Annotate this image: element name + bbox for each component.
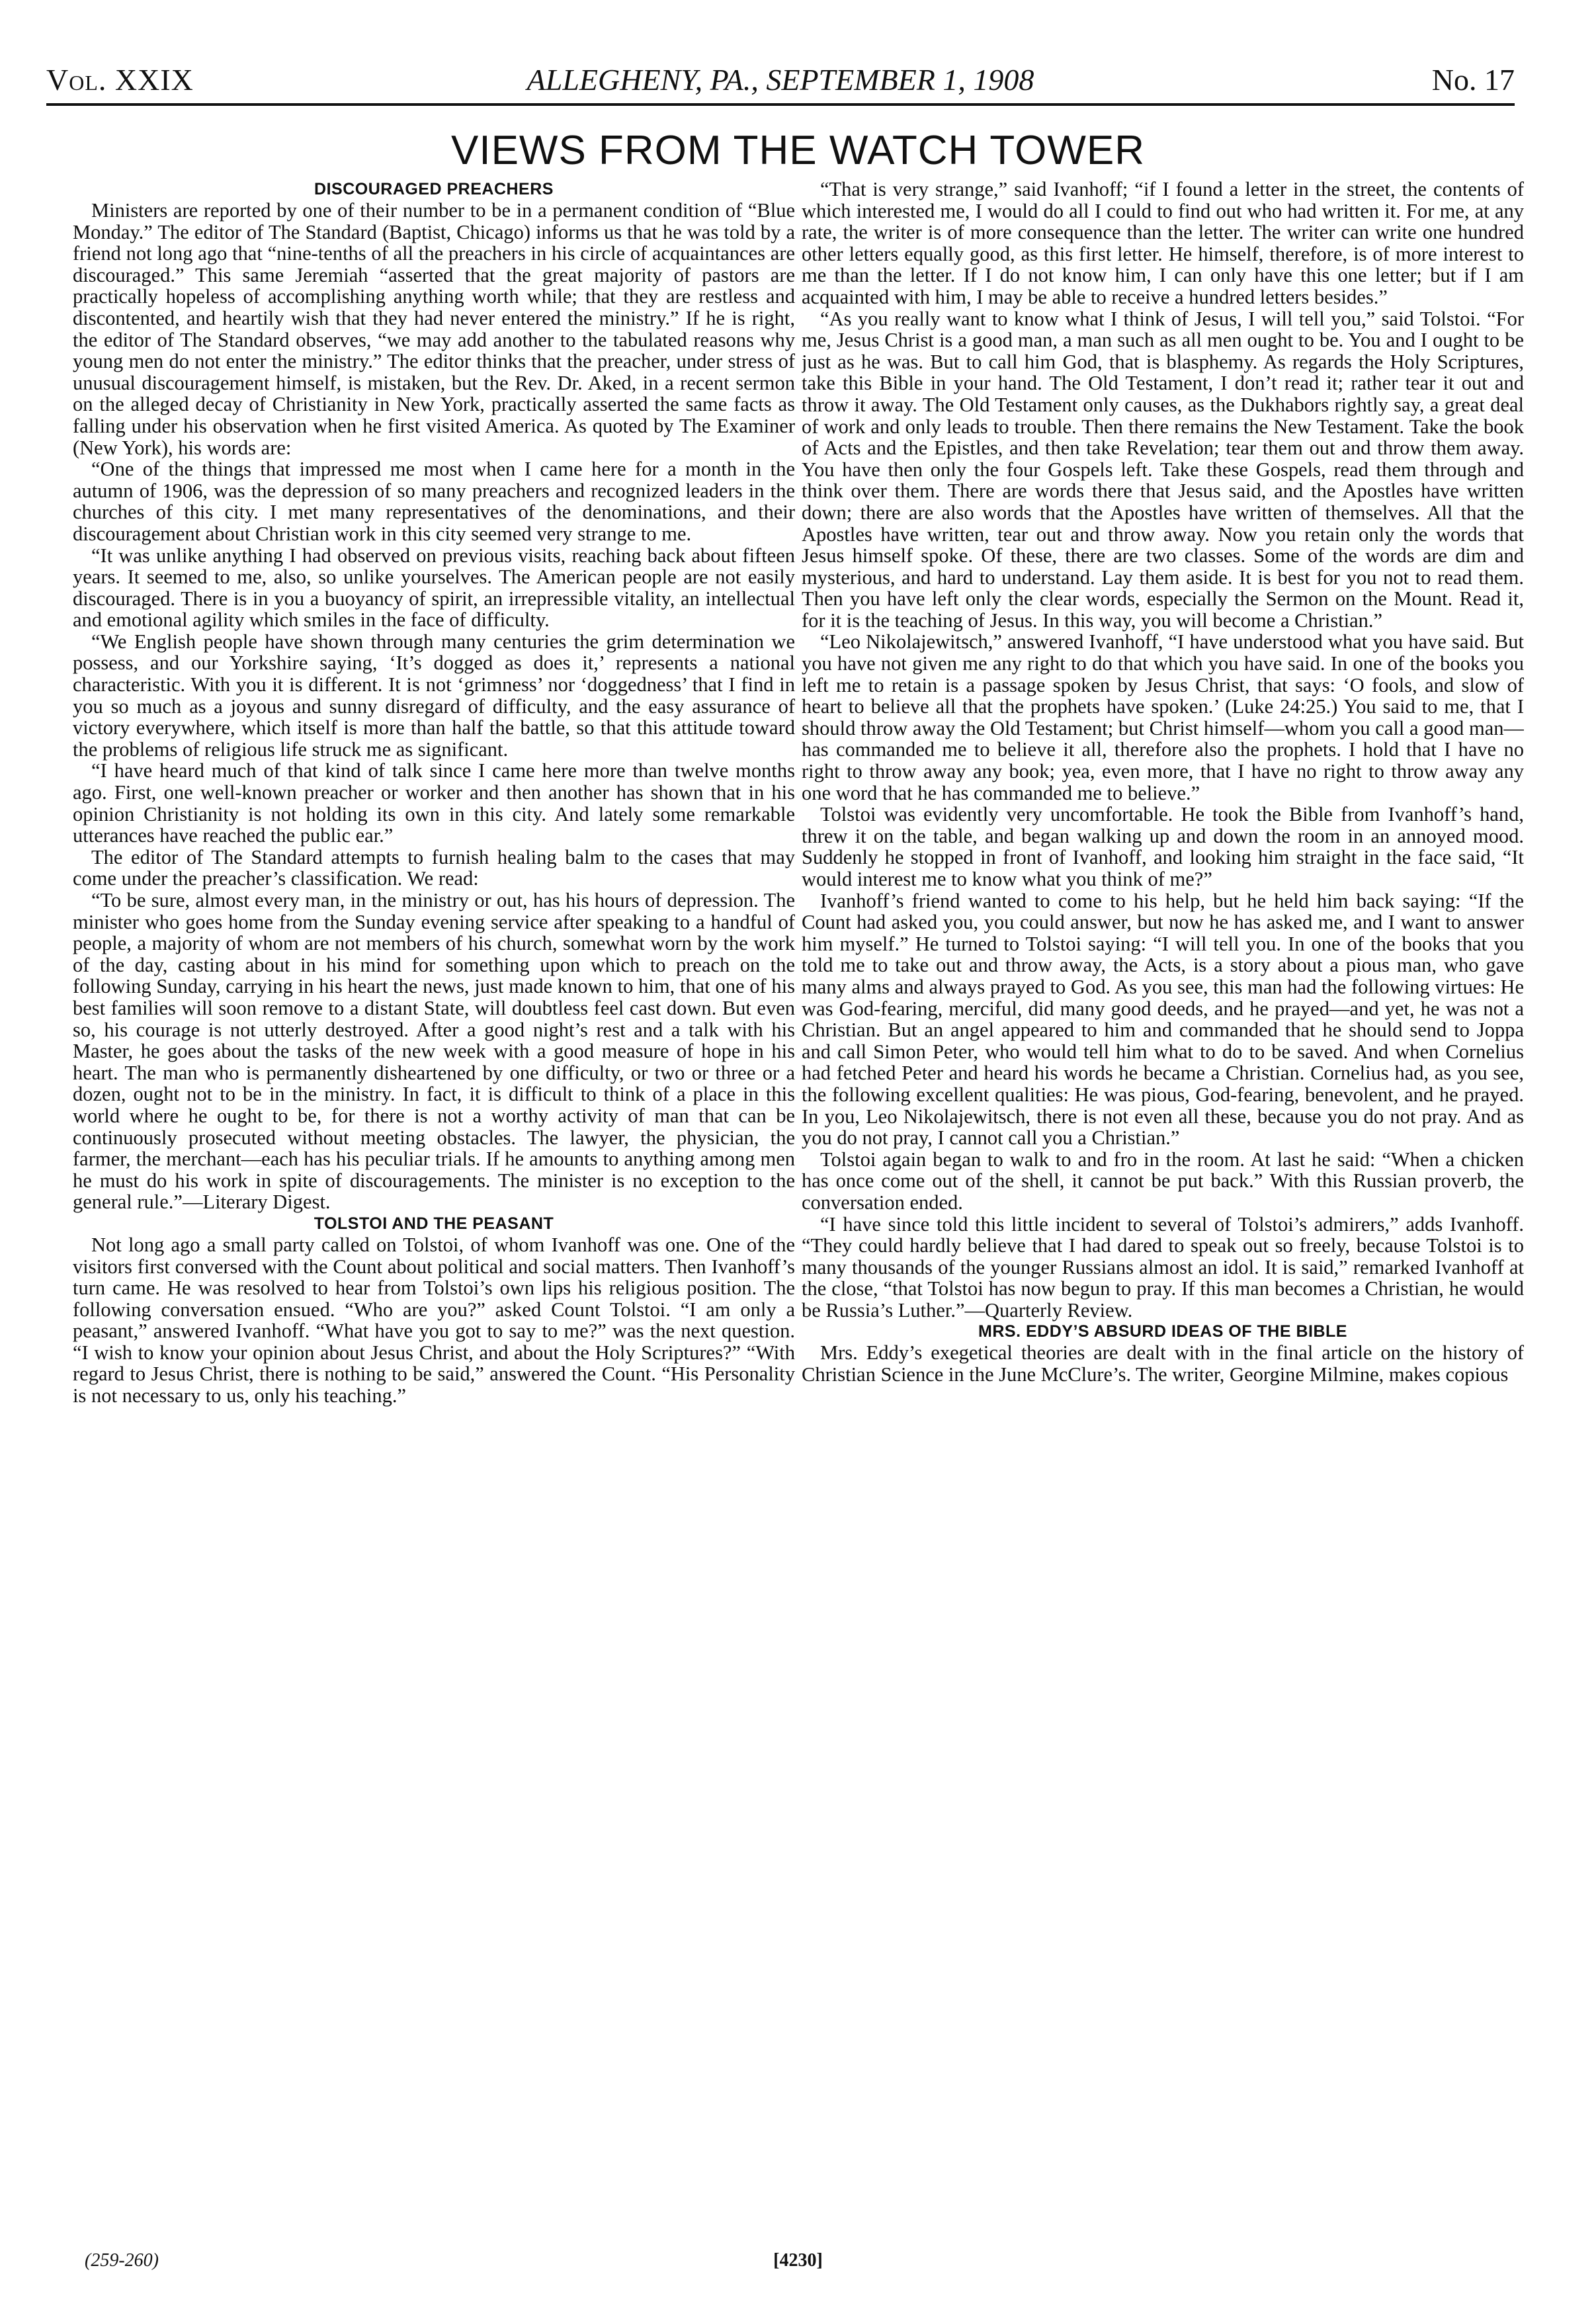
- right-column: [802, 179, 1524, 2090]
- section-heading-discouraged-preachers: DISCOURAGED PREACHERS: [314, 180, 554, 198]
- paragraph: Ivanhoff’s friend wanted to come to his help, but he held him back saying: “If the Count had asked you, you could answer, but now he has asked me, and I want to answer him myself.” He turned to Tolstoi saying: “I will tell you. In one of the books that you told me to take out and throw away, the Acts, is a story about a pious man, who gave many alms and always prayed to God. As you see, this man had the following virtues: He was God-fearing, merciful, did many good deeds, and he prayed—and yet, he was not a Christian. But an angel appeared to him and commanded that he should send to Joppa and call Simon Peter, who would tell him what to do to be saved. And when Cornelius had fetched Peter and heard his words he became a Christian. Cornelius had, as you see, the following excellent qualities: He was pious, God-fearing, benevolent, and he prayed. In you, Leo Nikolajewitsch, there is not even all these, because you do not pray. And as you do not pray, I cannot call you a Christian.”: [802, 889, 1524, 1150]
- paragraph: “We English people have shown through many centuries the grim determination we possess, and our Yorkshire saying, ‘It’s dogged as does it,’ represents a national characteristic. With you it is different. It is not ‘grimness’ nor ‘doggedness’ that I find in you so much as a joyous and sunny disregard of difficulty, and the easy assurance of victory everywhere, which itself is more than half the battle, so that this attitude toward the problems of religious life struck me as significant.: [73, 630, 795, 761]
- paragraph: “I have heard much of that kind of talk since I came here more than twelve months ago. First, one well-known preacher or worker and then another has shown that in his opinion Christianity is not holding its own in this city. And lately some remarkable utterances have reached the public ear.”: [73, 759, 795, 847]
- paragraph: “One of the things that impressed me most when I came here for a month in the autumn of 1906, was the depression of so many preachers and recognized leaders in the churches of this city. I met many representatives of the denominations, and their discouragement about Christian work in this city seemed very strange to me.: [73, 458, 795, 545]
- paragraph: “That is very strange,” said Ivanhoff; “if I found a letter in the street, the contents of which interested me, I would do all I could to find out who had written it. For me, at any rate, the writer is of more consequence than the letter. The writer can write one hundred other letters equally good, as this first letter. He himself, therefore, is of more interest to me than the letter. If I do not know him, I can only have this one letter; but if I am acquainted with him, I may be able to receive a hundred letters besides.”: [802, 179, 1524, 308]
- paragraph: “To be sure, almost every man, in the ministry or out, has his hours of depression. The minister who goes home from the Sunday evening service after speaking to a handful of people, a majority of whom are not members of his church, somewhat worn by the work of the day, casting about in his mind for something upon which to preach on the following Sunday, carrying in his heart the news, just made known to him, that one of his best families will soon remove to a distant State, will doubtless feel cast down. But even so, his courage is not utterly destroyed. After a good night’s rest and a talk with his Master, he goes about the tasks of the new week with a good measure of hope in his heart. The man who is permanently disheartened by one difficulty, or two or three or a dozen, ought not to be in the ministry. In fact, it is difficult to think of a place in this world where he ought to be, for there is not a worthy activity of man that can be continuously prosecuted without meeting obstacles. The lawyer, the physician, the farmer, the merchant—each has his peculiar trials. If he amounts to anything among men he must do his work in spite of discouragements. The minister is no exception to the general rule.”—Literary Digest.: [73, 889, 795, 1214]
- section-heading-tolstoi-and-the-peasant: TOLSTOI AND THE PEASANT: [314, 1214, 554, 1233]
- masthead: [46, 54, 1515, 101]
- section-heading-mrs-eddy: MRS. EDDY’S ABSURD IDEAS OF THE BIBLE: [978, 1322, 1347, 1341]
- paragraph: Not long ago a small party called on Tolstoi, of whom Ivanhoff was one. One of the visitors first conversed with the Count about political and social matters. Then Ivanhoff’s turn came. He was resolved to hear from Tolstoi’s own lips his religious position. The following conversation ensued. “Who are you?” asked Count Tolstoi. “I am only a peasant,” answered Ivanhoff. “What have you got to say to me?” was the next question. “I wish to know your opinion about Jesus Christ, and about the Holy Scriptures?” “With regard to Jesus Christ, there is nothing to be said,” answered the Count. “His Personality is not necessary to us, only his teaching.”: [73, 1233, 795, 1408]
- page-title: VIEWS FROM THE WATCH TOWER: [451, 128, 1145, 173]
- place-date: ALLEGHENY, PA., SEPTEMBER 1, 1908: [526, 63, 1034, 97]
- left-column: [73, 179, 795, 2090]
- paragraph: Tolstoi again began to walk to and fro in the room. At last he said: “When a chicken has once come out of the shell, it cannot be put back.” With this Russian proverb, the conversation ended.: [802, 1148, 1524, 1214]
- volume-label: Vol. XXIX: [46, 63, 194, 97]
- paragraph: “As you really want to know what I think of Jesus, I will tell you,” said Tolstoi. “For me, Jesus Christ is a good man, a man such as all men ought to be. You and I ought to be just as he was. But to call him God, that is blasphemy. As regards the Holy Scriptures, take this Bible in your hand. The Old Testament, I don’t read it; rather tear it out and throw it away. The Old Testament only causes, as the Dukhabors rightly say, a great deal of work and only leads to trouble. Then there remains the New Testament. Take the book of Acts and the Epistles, and then take Revelation; tear them out and throw them away. You have then only the four Gospels left. Take these Gospels, read them through and think over them. There are words there that Jesus said, and the Apostles have written down; there are also words that the Apostles have written of themselves. All that the Apostles have written, tear out and throw away. Now you retain only the words that Jesus himself spoke. Of these, there are two classes. Some of the words are dim and mysterious, and hard to understand. Lay them aside. It is best for you not to read them. Then you have left only the clear words, especially the Sermon on the Mount. Read it, for it is the teaching of Jesus. In this way, you will become a Christian.”: [802, 307, 1524, 632]
- paragraph: The editor of The Standard attempts to furnish healing balm to the cases that may come under the preacher’s classification. We read:: [73, 845, 795, 890]
- paragraph: “I have since told this little incident to several of Tolstoi’s admirers,” adds Ivanhoff. “They could hardly believe that I had dared to speak out so freely, because Tolstoi is to many thousands of the younger Russians almost an idol. It is said,” remarked Ivanhoff at the close, “that Tolstoi has now begun to pray. If this man becomes a Christian, he would be Russia’s Luther.”—Quarterly Review.: [802, 1212, 1524, 1322]
- footer-code: (259-260): [85, 2250, 159, 2271]
- paragraph: Mrs. Eddy’s exegetical theories are dealt with in the final article on the history of Christian Science in the June McClure’s. The writer, Georgine Milmine, makes copious: [802, 1341, 1524, 1386]
- page-number: [4230]: [773, 2250, 823, 2271]
- paragraph: “Leo Nikolajewitsch,” answered Ivanhoff, “I have understood what you have said. But you have not given me any right to do that which you have said. In one of the books you left me to retain is a passage spoken by Jesus Christ, that says: ‘O fools, and slow of heart to believe all that the prophets have spoken.’ (Luke 24:25.) You said to me, that I should throw away the Old Testament; but Christ himself—whom you call a good man—has commanded me to believe it all, therefore also the prophets. I hold that I have no right to throw away any book; yea, even more, that I have no right to throw away any one word that he has commanded me to believe.”: [802, 630, 1524, 804]
- issue-number: No. 17: [1431, 63, 1515, 97]
- paragraph: “It was unlike anything I had observed on previous visits, reaching back about fifteen years. It seemed to me, also, so unlike yourselves. The American people are not easily discouraged. There is in you a buoyancy of spirit, an irrepressible vitality, an intellectual and emotional agility which smiles in the face of difficulty.: [73, 544, 795, 632]
- paragraph: Ministers are reported by one of their number to be in a permanent condition of “Blue Monday.” The editor of The Standard (Baptist, Chicago) informs us that he was told by a friend not long ago that “nine-tenths of all the preachers in his circle of acquaintances are discouraged.” This same Jeremiah “asserted that the great majority of pastors are practically hopeless of accomplishing anything worth while; that they are restless and discontented, and heartily wish that they had never entered the ministry.” If he is right, the editor of The Standard observes, “we may add another to the tabulated reasons why young men do not enter the ministry.” The editor thinks that the preacher, under stress of unusual discouragement himself, is mistaken, but the Rev. Dr. Aked, in a recent sermon on the alleged decay of Christianity in New York, practically asserted the same facts as falling under his observation when he first visited America. As quoted by The Examiner (New York), his words are:: [73, 199, 795, 459]
- header-rule: [46, 103, 1515, 106]
- paragraph: Tolstoi was evidently very uncomfortable. He took the Bible from Ivanhoff’s hand, threw it on the table, and began walking up and down the room in an annoyed mood. Suddenly he stopped in front of Ivanhoff, and looking him straight in the face said, “It would interest me to know what you think of me?”: [802, 803, 1524, 890]
